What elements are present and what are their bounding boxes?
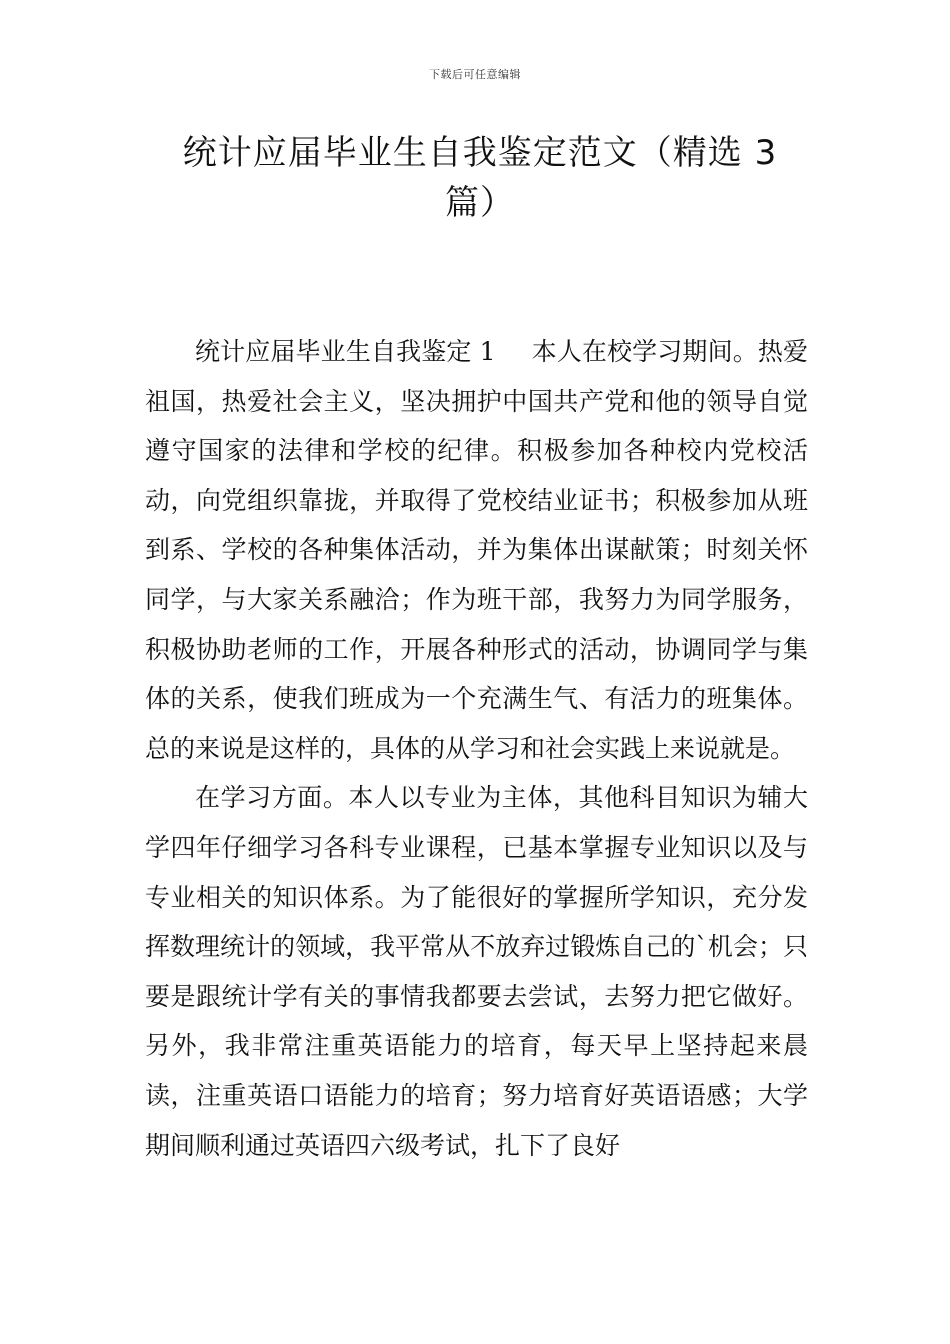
paragraph-1-text: 本人在校学习期间。热爱祖国，热爱社会主义，坚决拥护中国共产党和他的领导自觉遵守国家的法律和学校的纪律。积极参加各种校内党校活动，向党组织靠拢，并取得了党校结业证书；积极参加从班到系、学校的各种集体活动，并为集体出谋献策；时刻关怀同学，与大家关系融洽；作为班干部，我努力为同学服务，积极协助老师的工作，开展各种形式的活动，协调同学与集体的关系，使我们班成为一个充满生气、有活力的班集体。总的来说是这样的，具体的从学习和社会实践上来说就是。 — [145, 337, 808, 763]
document-body — [145, 327, 808, 1170]
paragraph-1 — [145, 327, 808, 773]
document-title: 统计应届毕业生自我鉴定范文（精选 3 篇） — [182, 133, 778, 223]
section-heading: 统计应届毕业生自我鉴定 1 — [195, 337, 496, 366]
paragraph-2: 在学习方面。本人以专业为主体，其他科目知识为辅大学四年仔细学习各科专业课程，已基本掌握专业知识以及与专业相关的知识体系。为了能很好的掌握所学知识，充分发挥数理统计的领域，我平常从不放弃过锻炼自己的`机会；只要是跟统计学有关的事情我都要去尝试，去努力把它做好。另外，我非常注重英语能力的培育，每天早上坚持起来晨读，注重英语口语能力的培育；努力培育好英语语感；大学期间顺利通过英语四六级考试，扎下了良好 — [145, 783, 808, 1160]
header-note: 下载后可任意编辑 — [429, 68, 521, 81]
